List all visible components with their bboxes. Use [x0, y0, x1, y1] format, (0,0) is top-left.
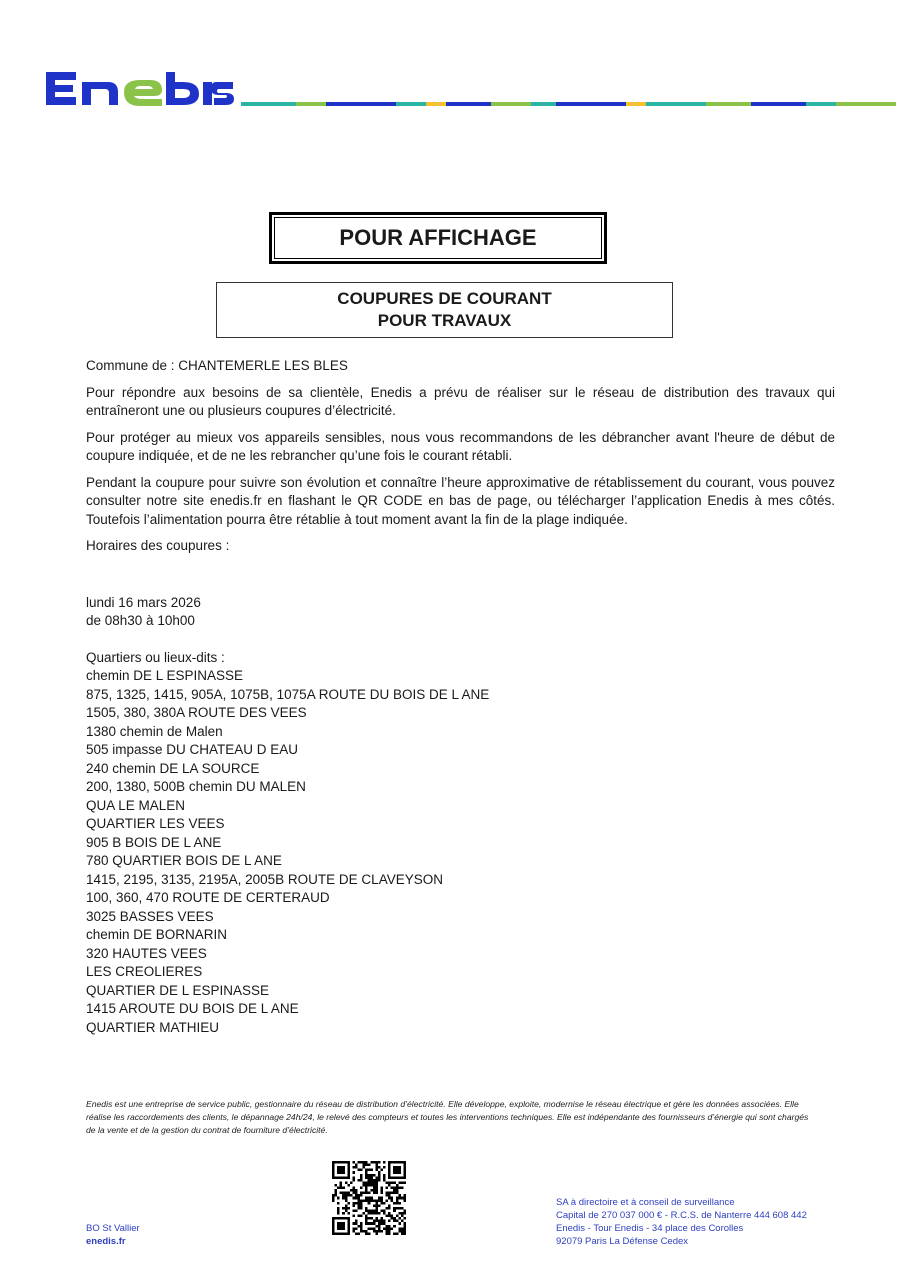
company-line-3: Enedis - Tour Enedis - 34 place des Corolles: [556, 1223, 744, 1234]
company-line-4: 92079 Paris La Défense Cedex: [556, 1236, 689, 1247]
company-line-1: SA à directoire et à conseil de surveillance: [556, 1197, 735, 1208]
schedule: [86, 594, 835, 631]
location-item: 3025 BASSES VEES: [86, 908, 214, 924]
locations-list: [86, 667, 835, 1037]
website-link[interactable]: enedis.fr: [86, 1236, 126, 1247]
location-item: 505 impasse DU CHATEAU D EAU: [86, 742, 299, 757]
enedis-logo-icon: [44, 66, 234, 110]
location-item: 1415 AROUTE DU BOIS DE L ANE: [86, 1001, 299, 1016]
banner-title: POUR AFFICHAGE: [274, 217, 602, 259]
legal-notice: Enedis est une entreprise de service public, gestionnaire du réseau de distribution d’électricité. Elle développe, exploite, modernise le réseau électrique et gère les données associées. Elle réalise les raccordements des clients, le dépannage 24h/24, le relevé des compteurs et toutes les interventions techniques. Elle est indépendante des fournisseurs d’énergie qui sont chargés de la vente et de la gestion du contrat de fourniture d’électricité.: [86, 1099, 809, 1135]
subtitle-line-1: COUPURES DE COURANT: [337, 289, 552, 308]
notice-content: [86, 357, 835, 1037]
location-item: 320 HAUTES VEES: [86, 945, 207, 961]
outage-time: de 08h30 à 10h00: [86, 613, 195, 628]
location-item: chemin DE BORNARIN: [86, 927, 228, 942]
paragraph-1: Pour répondre aux besoins de sa clientèle, Enedis a prévu de réaliser sur le réseau de distribution des travaux qui entraîneront une ou plusieurs coupures d’électricité.: [86, 384, 835, 418]
commune-line: Commune de : CHANTEMERLE LES BLES: [86, 358, 348, 373]
paragraph-2: Pour protéger au mieux vos appareils sensibles, nous vous recommandons de les débrancher avant l'heure de début de coupure indiquée, et de ne les rebrancher qu’une fois le courant rétabli.: [86, 429, 835, 463]
company-line-2: Capital de 270 037 000 € - R.C.S. de Nanterre 444 608 442: [556, 1210, 807, 1221]
location-item: 200, 1380, 500B chemin DU MALEN: [86, 779, 306, 794]
location-item: LES CREOLIERES: [86, 964, 203, 979]
footer-office: [86, 1222, 140, 1248]
qr-code-icon: [332, 1161, 406, 1235]
location-item: 875, 1325, 1415, 905A, 1075B, 1075A ROUTE DU BOIS DE L ANE: [86, 686, 490, 702]
location-item: chemin DE L ESPINASSE: [86, 668, 244, 683]
location-item: 905 B BOIS DE L ANE: [86, 834, 222, 850]
location-item: QUA LE MALEN: [86, 797, 186, 813]
location-item: 780 QUARTIER BOIS DE L ANE: [86, 853, 282, 868]
banner-box: [269, 212, 607, 264]
paragraph-3: Pendant la coupure pour suivre son évolution et connaître l’heure approximative de rétablissement du courant, vous pouvez consulter notre site enedis.fr en flashant le QR CODE en bas de page, ou télécharger l’application Enedis à mes côtés. Toutefois l’alimentation pourra être rétablie à tout moment avant la fin de la plage indiquée.: [86, 474, 835, 527]
locations-label: Quartiers ou lieux-dits :: [86, 649, 225, 665]
location-item: 100, 360, 470 ROUTE DE CERTERAUD: [86, 890, 330, 905]
office-name: BO St Vallier: [86, 1223, 140, 1234]
location-item: 1415, 2195, 3135, 2195A, 2005B ROUTE DE CLAVEYSON: [86, 871, 443, 887]
subtitle-box: [216, 282, 673, 338]
location-item: QUARTIER DE L ESPINASSE: [86, 982, 270, 998]
location-item: 1380 chemin de Malen: [86, 723, 223, 739]
company-info: [556, 1196, 807, 1248]
qr-code[interactable]: [332, 1161, 406, 1235]
location-item: 240 chemin DE LA SOURCE: [86, 760, 260, 776]
location-item: QUARTIER MATHIEU: [86, 1019, 220, 1035]
schedule-label: Horaires des coupures :: [86, 538, 230, 553]
brand-decorative-line: [241, 102, 896, 106]
outage-date: lundi 16 mars 2026: [86, 594, 201, 610]
enedis-logo: [44, 66, 234, 110]
location-item: 1505, 380, 380A ROUTE DES VEES: [86, 705, 307, 720]
subtitle-line-2: POUR TRAVAUX: [377, 311, 512, 330]
location-item: QUARTIER LES VEES: [86, 816, 225, 831]
